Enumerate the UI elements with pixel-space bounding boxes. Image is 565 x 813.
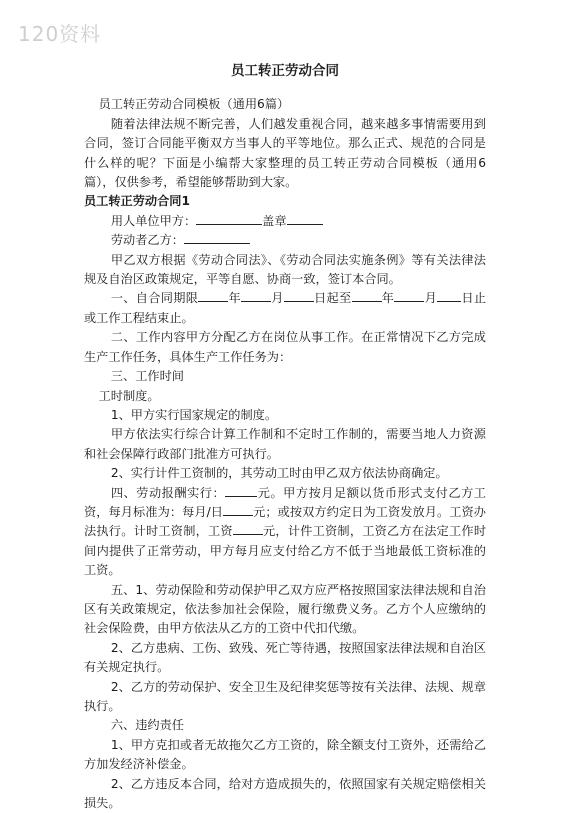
document-body [84,62,486,813]
liability-heading: 六、违约责任 [110,718,184,733]
intro-paragraph: 随着法律法规不断完善，人们越发重视合同，越来越多事情需要用到合同，签订合同能平衡双方当事人的平等地位。那么正式、规范的合同是什么样的呢？下面是小编帮大家整理的员工转正劳动合同模板（通用6篇），仅供参考，希望能够帮助到大家。 [84,116,486,190]
work-content: 二、工作内容甲方分配乙方在岗位从事工作。在正常情况下乙方完成生产工作任务，具体生产工作任务为： [84,330,486,364]
work-system-1: 1、甲方实行国家规定的制度。 [110,407,278,422]
liability-2: 2、乙方违反本合同，给对方造成损失的，依照国家有关规定赔偿相关损失。 [84,776,486,811]
insurance-2: 2、乙方患病、工伤、致残、死亡等待遇，按照国家法律法规和自治区有关规定执行。 [84,640,486,675]
insurance-3: 2、乙方的劳动保护、安全卫生及纪律奖惩等按有关法律、法规、规章执行。 [84,679,486,713]
liability-1: 1、甲方克扣或者无故拖欠乙方工资的，除全额支付工资外，还需给乙方加发经济补偿金。 [84,737,486,772]
basis-paragraph: 甲乙双方根据《劳动合同法》、《劳动合同法实施条例》等有关法律法规及自治区政策规定，平等自愿、协商一致，签订本合同。 [84,252,486,287]
insurance-paragraph: 五、1、劳动保险和劳动保护甲乙双方应严格按照国家法律法规和自治区有关政策规定，依法参加社会保险，履行缴费义务。乙方个人应缴纳的社会保险费，由甲方依法从乙方的工资中代扣代缴。 [84,582,486,636]
pay-paragraph: 四、劳动报酬实行： 元。甲方按月足额以货币形式支付乙方工资，每月标准为：每月/日 元；或按双方约定日为工资发放月。工资办法执行。计时工资制，工资 元，计件工资制，工资乙方在法定工作时间内提供了正常劳动，甲方每月应支付给乙方不低于当地最低工资标准的工资。 [84,485,487,578]
contract-term: 一、自合同期限 年 月 日起至 年 月 日止或工作工程结束止。 [84,291,487,325]
work-system-1-detail: 甲方依法实行综合计算工作制和不定时工作制的，需要当地人力资源和社会保障行政部门批准方可执行。 [84,427,486,461]
document-title: 员工转正劳动合同 [231,63,339,79]
work-system-2: 2、实行计件工资制的，其劳动工时由甲乙双方依法协商确定。 [110,466,448,481]
section-heading: 员工转正劳动合同1 [84,194,190,209]
party-b-line: 劳动者乙方： [84,231,486,250]
subtitle: 员工转正劳动合同模板（通用6篇） [98,97,290,112]
party-a-line: 用人单位甲方： 盖章 [84,212,486,231]
work-time-heading: 三、工作时间 [110,369,184,384]
work-system: 工时制度。 [98,388,160,403]
watermark: 120资料 [18,22,102,46]
